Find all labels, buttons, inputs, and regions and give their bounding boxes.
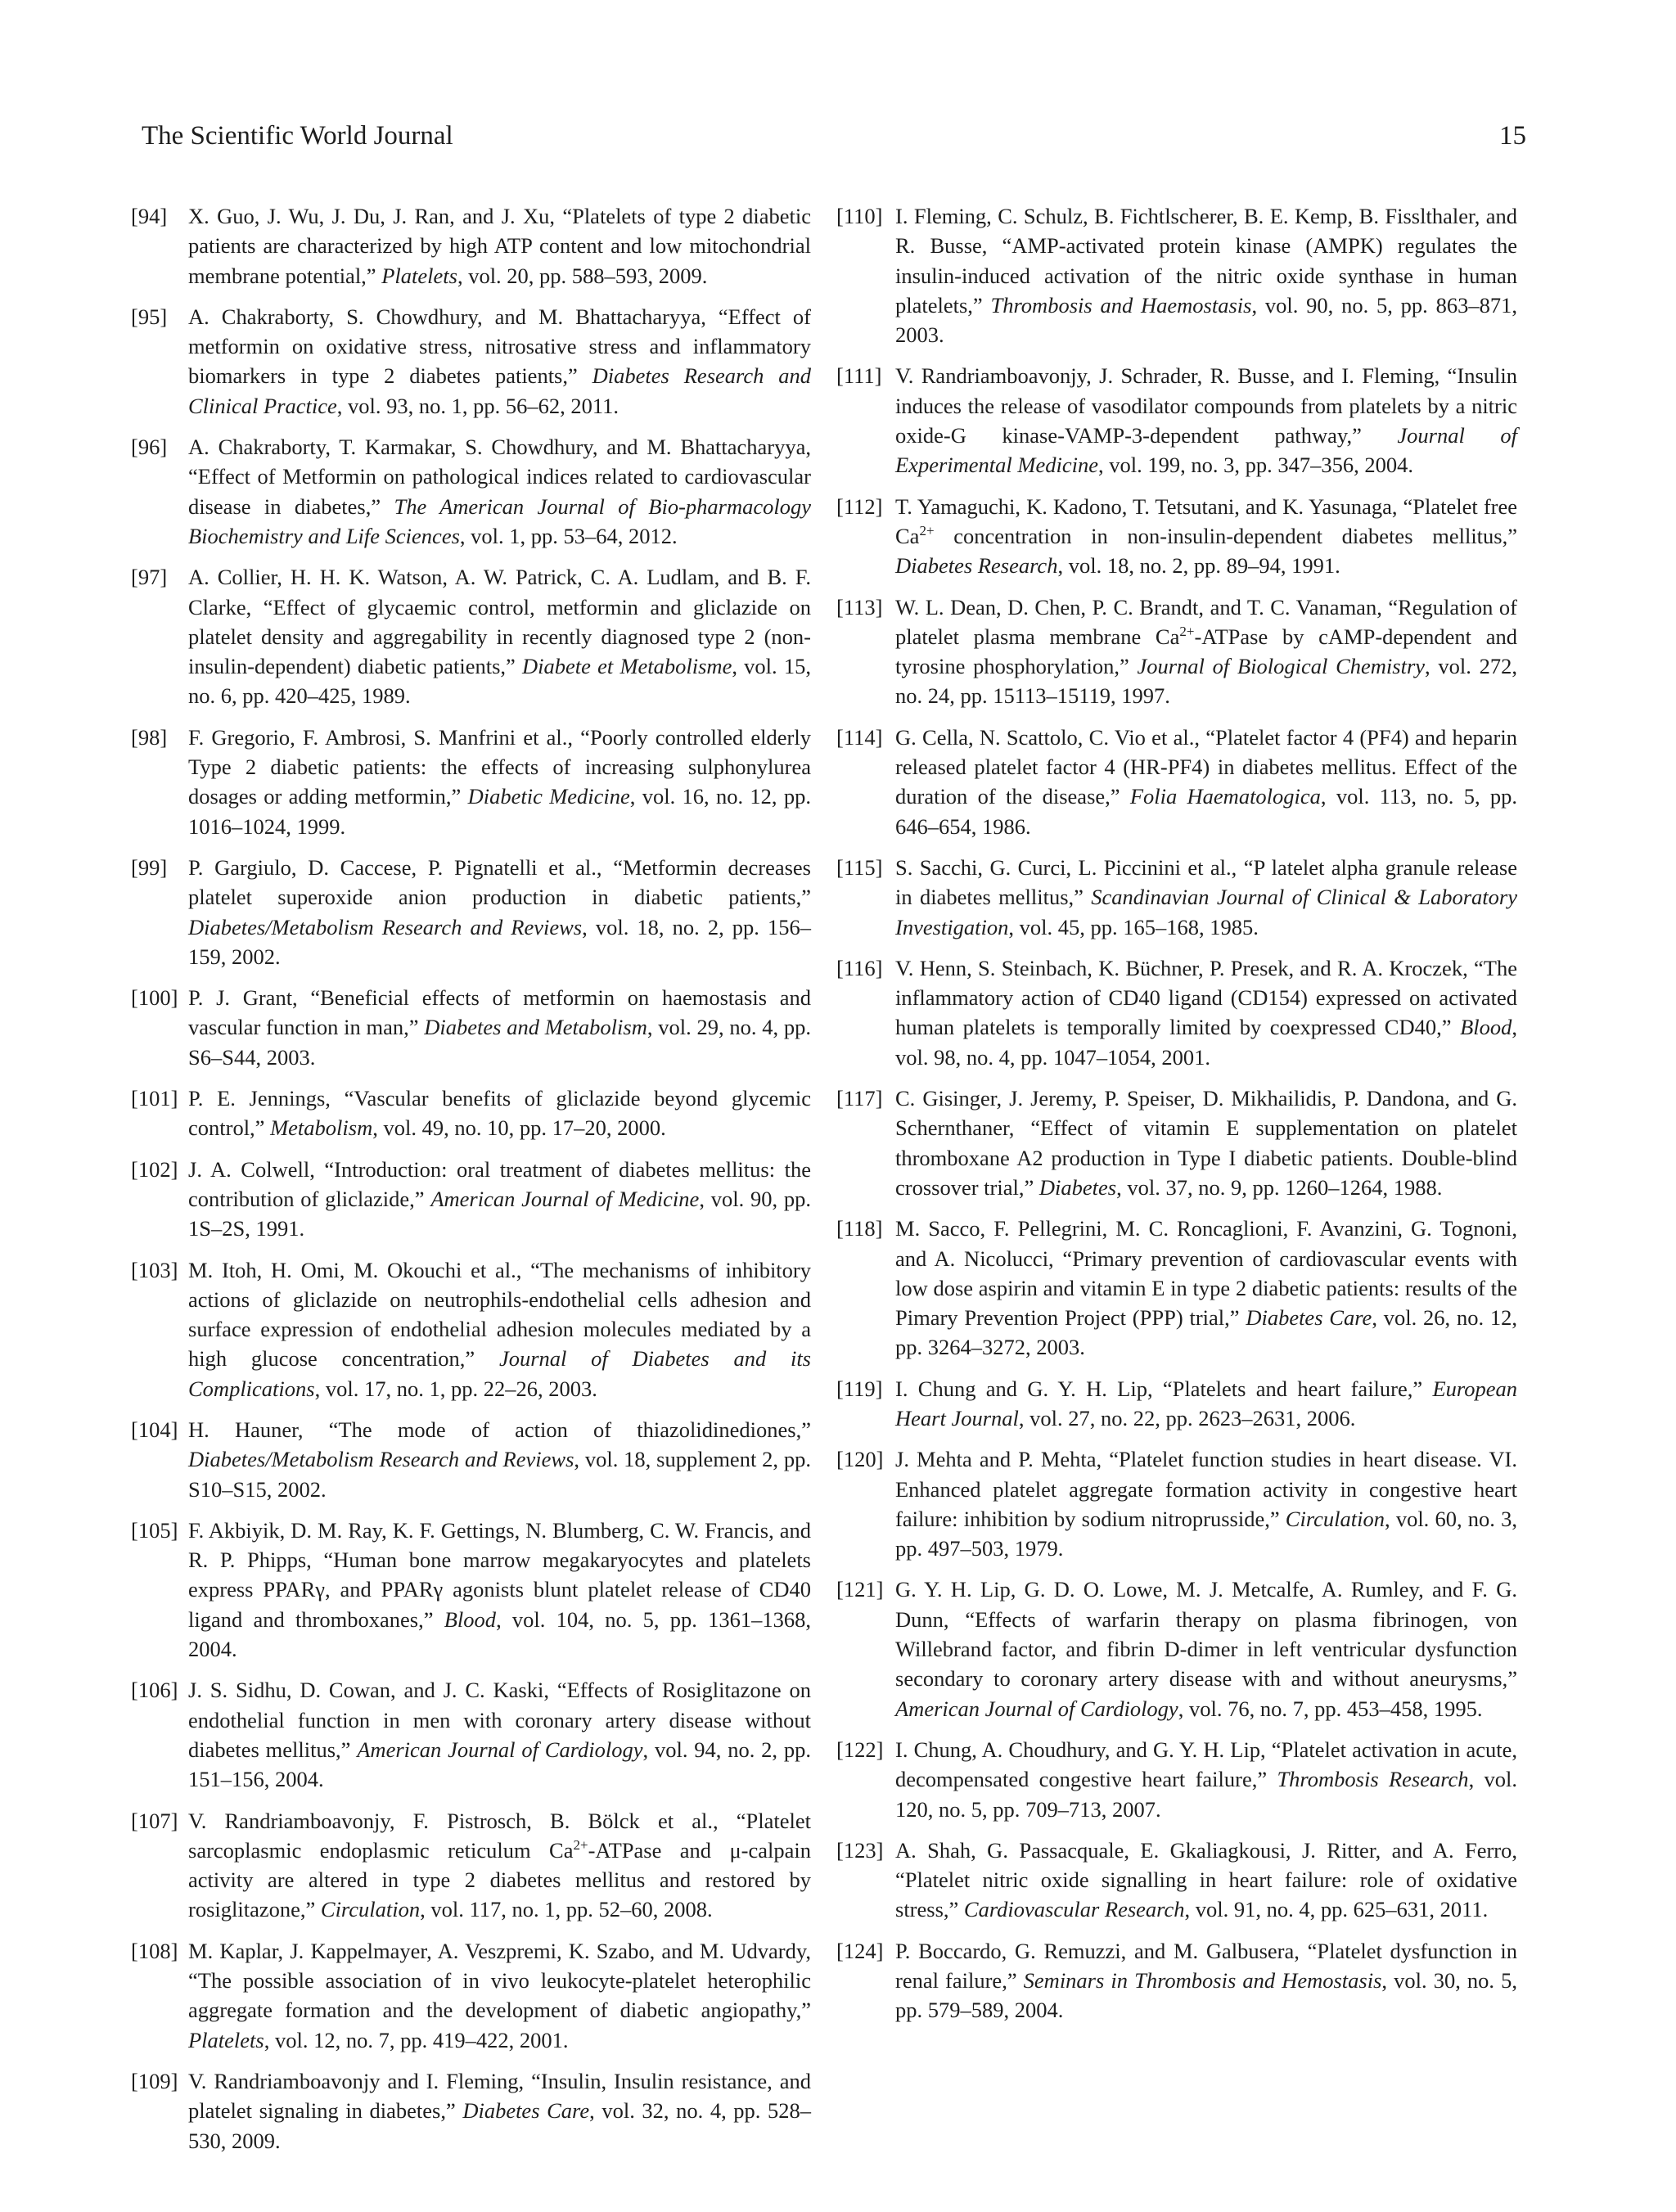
reference-authors-title: J. Mehta and P. Mehta, “Platelet function studies in heart disease. VI. Enhanced platelet aggregate formation activity in congestive heart failure: inhibition by sodium nitroprusside,” bbox=[895, 1447, 1517, 1531]
reference-details: , vol. 104, no. 5, pp. 1361–1368, 2004. bbox=[188, 1606, 811, 1662]
reference-number: [94] bbox=[131, 204, 168, 228]
reference-text bbox=[895, 1214, 1517, 1362]
reference-journal: Diabetes bbox=[1038, 1174, 1117, 1200]
reference-text bbox=[895, 1444, 1517, 1563]
reference-text bbox=[895, 1936, 1517, 2025]
reference-authors-title: A. Chakraborty, S. Chowdhury, and M. Bhattacharyya, “Effect of metformin on oxidative stress, nitrosative stress and inflammatory biomarkers in type 2 diabetes patients,” bbox=[188, 304, 811, 389]
reference-details: , vol. 20, pp. 588–593, 2009. bbox=[457, 263, 708, 288]
reference-entry bbox=[836, 592, 1517, 711]
page-number: 15 bbox=[1499, 121, 1526, 151]
reference-details: , vol. 91, no. 4, pp. 625–631, 2011. bbox=[1184, 1897, 1489, 1922]
reference-details: , vol. 45, pp. 165–168, 1985. bbox=[1008, 914, 1259, 939]
reference-journal: Cardiovascular Research bbox=[963, 1897, 1185, 1922]
reference-number: [122] bbox=[836, 1737, 884, 1762]
reference-entry bbox=[131, 853, 811, 971]
reference-entry bbox=[131, 1806, 811, 1925]
reference-details: , vol. 29, no. 4, pp. S6–S44, 2003. bbox=[188, 1015, 811, 1070]
reference-details: , vol. 90, pp. 1S–2S, 1991. bbox=[188, 1186, 811, 1241]
reference-number: [104] bbox=[131, 1417, 178, 1442]
reference-authors-title: V. Randriamboavonjy, J. Schrader, R. Busse, and I. Fleming, “Insulin induces the release of vasodilator compounds from platelets by a nitric oxide-G kinase-VAMP-3-dependent pathway,” bbox=[895, 363, 1517, 448]
reference-details: , vol. 18, no. 2, pp. 156–159, 2002. bbox=[188, 914, 811, 969]
reference-entry bbox=[131, 1255, 811, 1403]
reference-authors-title: G. Y. H. Lip, G. D. O. Lowe, M. J. Metcalfe, A. Rumley, and F. G. Dunn, “Effects of warfarin therapy on plasma fibrinogen, von Willebrand factor, and fibrin D-dimer in left ventricular dysfunction secondary to coronary artery disease with and without aneurysms,” bbox=[895, 1577, 1517, 1692]
reference-details: , vol. 76, no. 7, pp. 453–458, 1995. bbox=[1178, 1696, 1483, 1721]
reference-superscript: 2+ bbox=[573, 1836, 588, 1853]
reference-journal: American Journal of Cardiology bbox=[357, 1737, 643, 1762]
reference-authors-title: P. J. Grant, “Beneficial effects of metformin on haemostasis and vascular function in man,” bbox=[188, 985, 811, 1040]
reference-journal: Journal of Experimental Medicine bbox=[895, 423, 1517, 478]
reference-journal: Folia Haematologica bbox=[1129, 784, 1321, 809]
reference-authors-title: I. Chung and G. Y. H. Lip, “Platelets and heart failure,” bbox=[895, 1376, 1433, 1401]
reference-number: [110] bbox=[836, 204, 883, 228]
reference-text bbox=[188, 562, 811, 710]
reference-journal: Circulation bbox=[1285, 1506, 1385, 1531]
reference-text bbox=[188, 1516, 811, 1664]
reference-entry bbox=[836, 1444, 1517, 1563]
reference-text bbox=[895, 592, 1517, 711]
reference-details: , vol. 49, no. 10, pp. 17–20, 2000. bbox=[372, 1115, 666, 1141]
reference-superscript: 2+ bbox=[919, 522, 935, 538]
reference-entry bbox=[131, 1155, 811, 1244]
reference-details: , vol. 120, no. 5, pp. 709–713, 2007. bbox=[895, 1767, 1517, 1822]
reference-authors-title: P. Boccardo, G. Remuzzi, and M. Galbusera, “Platelet dysfunction in renal failure,” bbox=[895, 1938, 1517, 1994]
reference-authors-title: F. Gregorio, F. Ambrosi, S. Manfrini et al., “Poorly controlled elderly Type 2 diabetic patients: the effects of increasing sulphonylurea dosages or adding metformin,” bbox=[188, 724, 811, 809]
journal-title: The Scientific World Journal bbox=[142, 121, 453, 151]
reference-authors-title: J. A. Colwell, “Introduction: oral treatment of diabetes mellitus: the contribution of gliclazide,” bbox=[188, 1156, 811, 1211]
reference-authors-title: F. Akbiyik, D. M. Ray, K. F. Gettings, N. Blumberg, C. W. Francis, and R. P. Phipps, “Human bone marrow megakaryocytes and platelets express PPARγ, and PPARγ agonists blunt platelet release of CD40 ligand and thromboxanes,” bbox=[188, 1517, 811, 1632]
reference-authors-title: M. Kaplar, J. Kappelmayer, A. Veszpremi, K. Szabo, and M. Udvardy, “The possible association of in vivo leukocyte-platelet heterophilic aggregate formation and the development of diabetic angiopathy,” bbox=[188, 1938, 811, 2023]
reference-details: , vol. 26, no. 12, pp. 3264–3272, 2003. bbox=[895, 1305, 1517, 1360]
reference-journal: Journal of Biological Chemistry bbox=[1137, 654, 1426, 679]
references-column-right bbox=[836, 201, 1517, 2037]
reference-journal: Diabetes Care bbox=[1246, 1305, 1372, 1331]
reference-journal: Diabetes Research and Clinical Practice bbox=[188, 363, 811, 418]
reference-details: , vol. 30, no. 5, pp. 579–589, 2004. bbox=[895, 1968, 1517, 2023]
reference-entry bbox=[836, 953, 1517, 1072]
reference-journal: Blood bbox=[1460, 1015, 1512, 1040]
reference-text bbox=[188, 2066, 811, 2156]
reference-text bbox=[895, 1083, 1517, 1202]
reference-journal: American Journal of Cardiology bbox=[895, 1696, 1178, 1721]
reference-details: , vol. 27, no. 22, pp. 2623–2631, 2006. bbox=[1018, 1405, 1356, 1430]
reference-journal: Journal of Diabetes and its Complications bbox=[188, 1346, 811, 1401]
reference-number: [121] bbox=[836, 1577, 884, 1602]
reference-journal: Blood bbox=[444, 1606, 497, 1632]
reference-text bbox=[188, 201, 811, 291]
reference-number: [118] bbox=[836, 1216, 883, 1241]
reference-entry bbox=[131, 1675, 811, 1794]
reference-number: [112] bbox=[836, 493, 883, 519]
reference-authors-title: P. Gargiulo, D. Caccese, P. Pignatelli et al., “Metformin decreases platelet superoxide anion production in diabetic patients,” bbox=[188, 854, 811, 910]
reference-superscript: 2+ bbox=[1179, 623, 1195, 639]
reference-details: , vol. 15, no. 6, pp. 420–425, 1989. bbox=[188, 654, 811, 709]
reference-journal: The American Journal of Bio-pharmacology Biochemistry and Life Sciences bbox=[188, 493, 811, 548]
reference-text bbox=[188, 1083, 811, 1143]
reference-number: [115] bbox=[836, 854, 883, 880]
reference-journal: Platelets bbox=[381, 263, 457, 288]
reference-details: , vol. 17, no. 1, pp. 22–26, 2003. bbox=[314, 1376, 597, 1401]
reference-number: [119] bbox=[836, 1376, 883, 1401]
reference-title-continued: -ATPase and μ-calpain activity are altered in type 2 diabetes mellitus and restored by rosiglitazone,” bbox=[188, 1837, 812, 1922]
reference-number: [109] bbox=[131, 2068, 178, 2093]
reference-authors-title: I. Fleming, C. Schulz, B. Fichtlscherer, B. E. Kemp, B. Fisslthaler, and R. Busse, “AMP-activated protein kinase (AMPK) regulates the insulin-induced activation of the nitric oxide synthase in human platelets,” bbox=[895, 204, 1517, 318]
reference-entry bbox=[836, 853, 1517, 942]
reference-details: , vol. 94, no. 2, pp. 151–156, 2004. bbox=[188, 1737, 811, 1792]
reference-journal: Circulation bbox=[320, 1897, 421, 1922]
reference-authors-title: M. Sacco, F. Pellegrini, M. C. Roncaglioni, F. Avanzini, G. Tognoni, and A. Nicolucci, “Primary prevention of cardiovascular events with low dose aspirin and vitamin E in type 2 diabetic patients: results of the Pimary Prevention Project (PPP) trial,” bbox=[895, 1216, 1517, 1331]
reference-text bbox=[188, 1255, 811, 1403]
reference-journal: Diabetes/Metabolism Research and Reviews bbox=[188, 914, 583, 939]
reference-journal: Thrombosis and Haemostasis bbox=[990, 292, 1252, 318]
reference-details: , vol. 16, no. 12, pp. 1016–1024, 1999. bbox=[188, 784, 811, 839]
reference-title-continued: concentration in non-insulin-dependent diabetes mellitus,” bbox=[934, 523, 1517, 548]
reference-entry bbox=[131, 2066, 811, 2156]
reference-authors-title: I. Chung, A. Choudhury, and G. Y. H. Lip, “Platelet activation in acute, decompensated congestive heart failure,” bbox=[895, 1737, 1517, 1792]
reference-text bbox=[188, 853, 811, 971]
reference-number: [102] bbox=[131, 1156, 178, 1182]
reference-authors-title: V. Henn, S. Steinbach, K. Büchner, P. Presek, and R. A. Kroczek, “The inflammatory action of CD40 ligand (CD154) expressed on activated human platelets is temporally limited by coexpressed CD40,” bbox=[895, 955, 1517, 1040]
reference-journal: European Heart Journal bbox=[895, 1376, 1517, 1430]
reference-entry bbox=[131, 1516, 811, 1664]
reference-number: [111] bbox=[836, 363, 882, 389]
reference-number: [120] bbox=[836, 1447, 884, 1472]
reference-entry bbox=[131, 302, 811, 421]
reference-details: , vol. 117, no. 1, pp. 52–60, 2008. bbox=[420, 1897, 713, 1922]
reference-text bbox=[895, 201, 1517, 349]
reference-text bbox=[895, 853, 1517, 942]
reference-journal: Diabetes and Metabolism bbox=[424, 1015, 647, 1040]
reference-authors-title: W. L. Dean, D. Chen, P. C. Brandt, and T. C. Vanaman, “Regulation of platelet plasma membrane Ca bbox=[895, 594, 1517, 649]
reference-entry bbox=[131, 432, 811, 551]
reference-entry bbox=[836, 1214, 1517, 1362]
reference-entry bbox=[131, 562, 811, 710]
reference-number: [98] bbox=[131, 724, 168, 750]
reference-entry bbox=[836, 201, 1517, 349]
reference-entry bbox=[836, 1575, 1517, 1723]
reference-entry bbox=[131, 1936, 811, 2055]
reference-text bbox=[895, 1374, 1517, 1434]
reference-journal: Diabete et Metabolisme bbox=[522, 654, 732, 679]
reference-number: [116] bbox=[836, 955, 883, 980]
reference-number: [99] bbox=[131, 854, 168, 880]
reference-details: , vol. 60, no. 3, pp. 497–503, 1979. bbox=[895, 1506, 1517, 1561]
reference-authors-title: C. Gisinger, J. Jeremy, P. Speiser, D. Mikhailidis, P. Dandona, and G. Schernthaner, “Effect of vitamin E supplementation on platelet thromboxane A2 production in Type I diabetic patients. Double-blind crossover trial,” bbox=[895, 1086, 1517, 1200]
reference-entry bbox=[131, 1083, 811, 1143]
reference-text bbox=[188, 1415, 811, 1504]
reference-authors-title: A. Chakraborty, T. Karmakar, S. Chowdhury, and M. Bhattacharyya, “Effect of Metformin on pathological indices related to cardiovascular disease in diabetes,” bbox=[188, 435, 811, 519]
reference-journal: Metabolism bbox=[270, 1115, 373, 1141]
reference-authors-title: J. S. Sidhu, D. Cowan, and J. C. Kaski, “Effects of Rosiglitazone on endothelial function in men with coronary artery disease without diabetes mellitus,” bbox=[188, 1678, 811, 1762]
reference-details: , vol. 90, no. 5, pp. 863–871, 2003. bbox=[895, 292, 1517, 348]
reference-authors-title: V. Randriamboavonjy and I. Fleming, “Insulin, Insulin resistance, and platelet signaling in diabetes,” bbox=[188, 2068, 811, 2124]
reference-authors-title: S. Sacchi, G. Curci, L. Piccinini et al., “P latelet alpha granule release in diabetes mellitus,” bbox=[895, 854, 1517, 910]
reference-details: , vol. 1, pp. 53–64, 2012. bbox=[459, 523, 678, 548]
reference-journal: American Journal of Medicine bbox=[430, 1186, 700, 1211]
reference-details: , vol. 272, no. 24, pp. 15113–15119, 1997. bbox=[895, 654, 1517, 709]
reference-journal: Diabetic Medicine bbox=[467, 784, 630, 809]
reference-journal: Diabetes Care bbox=[462, 2098, 590, 2124]
reference-details: , vol. 18, supplement 2, pp. S10–S15, 2002. bbox=[188, 1447, 811, 1502]
reference-text bbox=[188, 302, 811, 421]
reference-text bbox=[895, 953, 1517, 1072]
reference-text bbox=[188, 1806, 811, 1925]
reference-text bbox=[188, 1936, 811, 2055]
reference-details: , vol. 37, no. 9, pp. 1260–1264, 1988. bbox=[1116, 1174, 1443, 1200]
reference-journal: Scandinavian Journal of Clinical & Laboratory Investigation bbox=[895, 885, 1517, 939]
reference-authors-title: A. Collier, H. H. K. Watson, A. W. Patrick, C. A. Ludlam, and B. F. Clarke, “Effect of glycaemic control, metformin and gliclazide on platelet density and aggregability in recently diagnosed type 2 (non-insulin-dependent) diabetic patients,” bbox=[188, 565, 811, 679]
reference-authors-title: T. Yamaguchi, K. Kadono, T. Tetsutani, and K. Yasunaga, “Platelet free Ca bbox=[895, 493, 1517, 548]
reference-number: [105] bbox=[131, 1517, 178, 1543]
reference-text bbox=[188, 723, 811, 841]
reference-details: , vol. 18, no. 2, pp. 89–94, 1991. bbox=[1057, 553, 1340, 579]
reference-entry bbox=[836, 723, 1517, 841]
reference-journal: Diabetes/Metabolism Research and Reviews bbox=[188, 1447, 574, 1472]
reference-journal: Platelets bbox=[188, 2027, 264, 2052]
reference-authors-title: P. E. Jennings, “Vascular benefits of gliclazide beyond glycemic control,” bbox=[188, 1086, 811, 1141]
reference-entry bbox=[131, 983, 811, 1072]
reference-authors-title: V. Randriamboavonjy, F. Pistrosch, B. Bölck et al., “Platelet sarcoplasmic endoplasmic reticulum Ca bbox=[188, 1808, 811, 1863]
reference-number: [107] bbox=[131, 1808, 178, 1833]
reference-text bbox=[188, 1155, 811, 1244]
reference-text bbox=[895, 492, 1517, 581]
reference-number: [113] bbox=[836, 594, 883, 619]
reference-text bbox=[895, 1575, 1517, 1723]
reference-journal: Diabetes Research bbox=[895, 553, 1058, 579]
reference-authors-title: G. Cella, N. Scattolo, C. Vio et al., “Platelet factor 4 (PF4) and heparin released platelet factor 4 (HR-PF4) in diabetes mellitus. Effect of the duration of the disease,” bbox=[895, 724, 1517, 809]
reference-entry bbox=[836, 1735, 1517, 1824]
reference-entry bbox=[836, 1936, 1517, 2025]
reference-number: [108] bbox=[131, 1938, 178, 1963]
reference-details: , vol. 32, no. 4, pp. 528–530, 2009. bbox=[188, 2098, 811, 2153]
reference-entry bbox=[836, 361, 1517, 480]
reference-entry bbox=[836, 492, 1517, 581]
reference-number: [100] bbox=[131, 985, 178, 1011]
reference-number: [114] bbox=[836, 724, 883, 750]
reference-number: [97] bbox=[131, 565, 168, 590]
references-column-left bbox=[131, 201, 811, 2167]
reference-text bbox=[895, 1735, 1517, 1824]
reference-details: , vol. 113, no. 5, pp. 646–654, 1986. bbox=[895, 784, 1517, 839]
reference-details: , vol. 93, no. 1, pp. 56–62, 2011. bbox=[336, 393, 619, 418]
reference-title-continued: -ATPase by cAMP-dependent and tyrosine phosphorylation,” bbox=[895, 624, 1517, 679]
reference-text bbox=[188, 983, 811, 1072]
reference-authors-title: A. Shah, G. Passacquale, E. Gkaliagkousi, J. Ritter, and A. Ferro, “Platelet nitric oxide signalling in heart failure: role of oxidative stress,” bbox=[895, 1837, 1517, 1922]
reference-entry bbox=[836, 1374, 1517, 1434]
reference-text bbox=[188, 1675, 811, 1794]
reference-authors-title: H. Hauner, “The mode of action of thiazolidinediones,” bbox=[188, 1417, 811, 1442]
reference-entry bbox=[836, 1836, 1517, 1925]
reference-journal: Thrombosis Research bbox=[1277, 1767, 1469, 1792]
reference-entry bbox=[836, 1083, 1517, 1202]
reference-entry bbox=[131, 723, 811, 841]
page-header bbox=[142, 117, 1526, 155]
reference-entry bbox=[131, 201, 811, 291]
reference-authors-title: X. Guo, J. Wu, J. Du, J. Ran, and J. Xu, “Platelets of type 2 diabetic patients are characterized by high ATP content and low mitochondrial membrane potential,” bbox=[188, 204, 811, 288]
reference-number: [103] bbox=[131, 1257, 178, 1282]
reference-details: , vol. 12, no. 7, pp. 419–422, 2001. bbox=[264, 2027, 569, 2052]
reference-number: [106] bbox=[131, 1678, 178, 1703]
reference-text bbox=[895, 723, 1517, 841]
reference-entry bbox=[131, 1415, 811, 1504]
reference-authors-title: M. Itoh, H. Omi, M. Okouchi et al., “The mechanisms of inhibitory actions of gliclazide on neutrophils-endothelial cells adhesion and surface expression of endothelial adhesion molecules mediated by a high glucose concentration,” bbox=[188, 1257, 811, 1372]
reference-number: [96] bbox=[131, 435, 168, 460]
reference-text bbox=[188, 432, 811, 551]
reference-text bbox=[895, 1836, 1517, 1925]
reference-number: [95] bbox=[131, 304, 168, 329]
reference-details: , vol. 199, no. 3, pp. 347–356, 2004. bbox=[1097, 453, 1413, 478]
reference-details: , vol. 98, no. 4, pp. 1047–1054, 2001. bbox=[895, 1015, 1517, 1070]
reference-text bbox=[895, 361, 1517, 480]
reference-number: [123] bbox=[836, 1837, 884, 1863]
reference-number: [117] bbox=[836, 1086, 883, 1111]
reference-number: [124] bbox=[836, 1938, 884, 1963]
reference-journal: Seminars in Thrombosis and Hemostasis bbox=[1023, 1968, 1382, 1994]
reference-number: [101] bbox=[131, 1086, 178, 1111]
